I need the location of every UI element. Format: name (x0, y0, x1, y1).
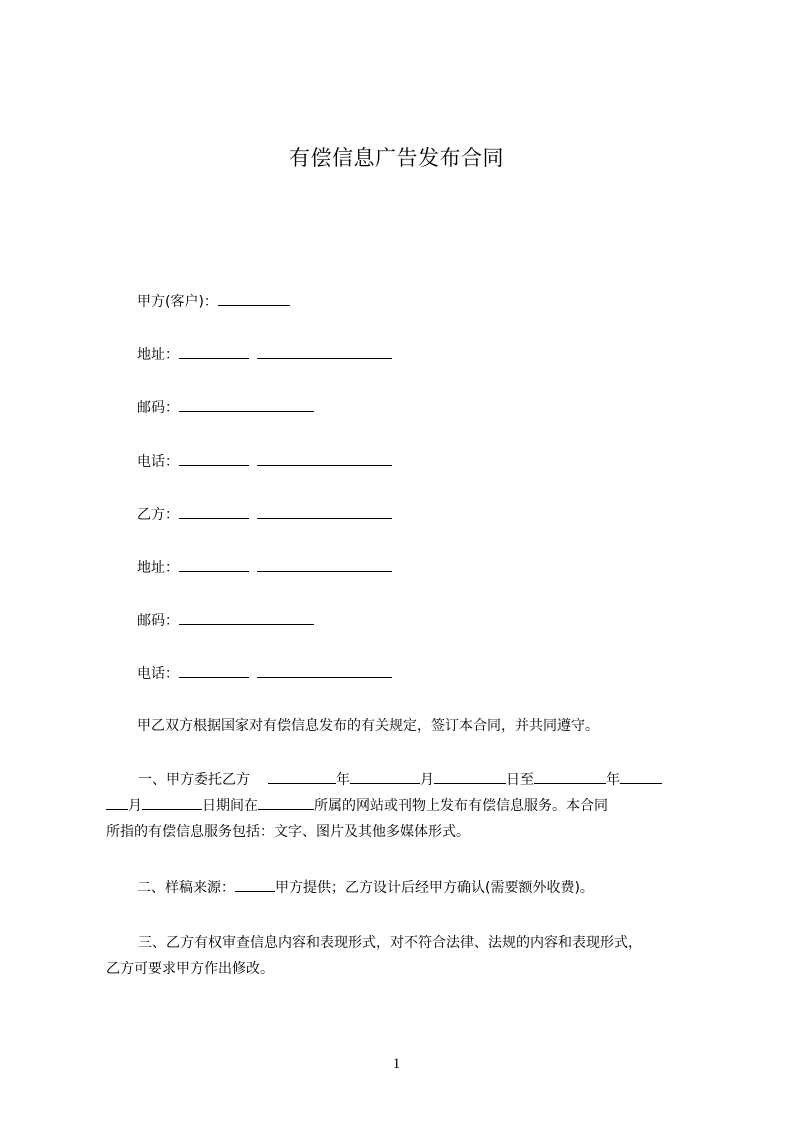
preamble: 甲乙双方根据国家对有偿信息发布的有关规定，签订本合同，并共同遵守。 (137, 718, 599, 734)
clause-1-line-3: 所指的有偿信息服务包括：文字、图片及其他多媒体形式。 (106, 824, 470, 840)
clause-2-blank (235, 878, 275, 892)
party-b-name-blank-2 (257, 505, 392, 519)
party-b-postcode-blank (179, 611, 314, 625)
clause-1-line-1: 一、甲方委托乙方 年 月 日至 年 (106, 767, 698, 793)
party-b-address-blank-1 (179, 558, 249, 572)
party-b-phone-label: 电话： (137, 666, 179, 682)
page-number: 1 (392, 1056, 401, 1072)
party-a-address-blank-1 (179, 345, 249, 359)
clause-1 (106, 767, 698, 845)
party-b-postcode-line (137, 611, 314, 630)
document-title: 有偿信息广告发布合同 (289, 146, 504, 170)
clause-3 (106, 930, 698, 982)
party-b-postcode-label: 邮码： (137, 613, 179, 629)
clause-2 (137, 878, 594, 897)
clause-1-line-2: 月 日期间在 所属的网站或刊物上发布有偿信息服务。本合同 (106, 793, 698, 819)
party-a-name-label: 甲方(客户)： (137, 294, 218, 310)
party-a-address-blank-2 (257, 345, 392, 359)
party-a-postcode-blank (179, 398, 314, 412)
party-a-name-line (137, 292, 290, 311)
party-a-phone-line (137, 452, 392, 471)
party-b-phone-blank-2 (257, 664, 392, 678)
party-b-address-blank-2 (257, 558, 392, 572)
party-a-phone-label: 电话： (137, 454, 179, 470)
clause-2-lead: 二、样稿来源： (137, 880, 235, 896)
party-b-phone-blank-1 (179, 664, 249, 678)
party-b-name-label: 乙方： (137, 507, 179, 523)
clause-1-lead: 一、甲方委托乙方 (138, 772, 250, 788)
party-b-address-label: 地址： (137, 560, 179, 576)
party-a-postcode-line (137, 398, 314, 417)
clause-2-text: 甲方提供；乙方设计后经甲方确认(需要额外收费)。 (275, 880, 594, 896)
clause-3-line-2: 乙方可要求甲方作出修改。 (106, 961, 274, 977)
party-b-phone-line (137, 664, 392, 683)
party-a-address-label: 地址： (137, 347, 179, 363)
party-b-address-line (137, 558, 392, 577)
clause-3-line-1: 三、乙方有权审查信息内容和表现形式，对不符合法律、法规的内容和表现形式， (138, 935, 642, 951)
party-a-phone-blank-2 (257, 452, 392, 466)
party-a-postcode-label: 邮码： (137, 400, 179, 416)
party-a-name-blank (218, 292, 290, 306)
party-b-name-blank-1 (179, 505, 249, 519)
party-a-address-line (137, 345, 392, 364)
party-b-name-line (137, 505, 392, 524)
party-a-phone-blank-1 (179, 452, 249, 466)
